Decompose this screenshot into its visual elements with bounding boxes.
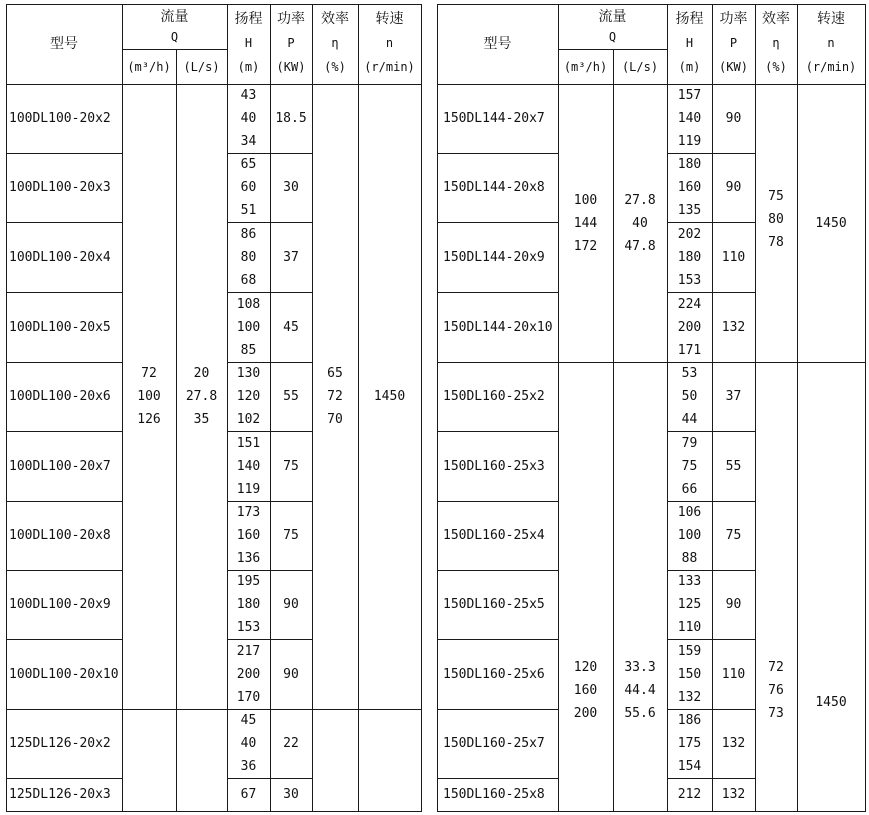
- header-head-symbol: H: [685, 36, 694, 50]
- model-cell: 125DL126-20x3: [9, 787, 111, 802]
- grid-line: [437, 778, 559, 779]
- model-cell: 150DL160-25x2: [443, 389, 545, 404]
- head-value: 140: [236, 458, 261, 474]
- grid-line: [613, 49, 614, 812]
- head-value: 75: [681, 458, 698, 474]
- head-value: 119: [236, 481, 261, 497]
- header-flow: 流量: [160, 9, 189, 25]
- head-value: 186: [677, 713, 702, 728]
- head-value: 202: [677, 226, 702, 242]
- grid-line: [122, 49, 228, 50]
- header-power-symbol: P: [729, 36, 738, 50]
- grid-line: [667, 4, 668, 812]
- grid-line: [437, 4, 438, 812]
- efficiency-value: 75: [768, 188, 784, 204]
- model-cell: 100DL100-20x5: [9, 319, 111, 335]
- model-cell: 150DL160-25x5: [443, 597, 545, 612]
- header-flow-symbol: Q: [170, 30, 179, 44]
- grid-line: [667, 362, 756, 363]
- grid-line: [437, 431, 559, 432]
- flow-m3h-value: 126: [137, 412, 161, 427]
- model-cell: 150DL160-25x6: [443, 666, 545, 682]
- head-value: 102: [236, 412, 261, 427]
- model-cell: 100DL100-20x3: [9, 180, 111, 195]
- head-value: 100: [236, 319, 261, 335]
- grid-line: [122, 709, 228, 710]
- power-value: 132: [721, 787, 746, 802]
- header-model: 型号: [50, 36, 78, 52]
- head-value: 53: [681, 366, 698, 381]
- model-cell: 150DL144-20x9: [443, 249, 545, 265]
- model-cell: 125DL126-20x2: [9, 736, 111, 751]
- grid-line: [437, 153, 559, 154]
- grid-line: [755, 362, 866, 363]
- head-value: 88: [681, 551, 698, 566]
- head-value: 51: [240, 203, 257, 218]
- power-value: 90: [725, 111, 742, 126]
- grid-line: [312, 4, 313, 812]
- power-value: 110: [721, 249, 746, 265]
- header-power-unit: (KW): [719, 60, 748, 74]
- head-value: 86: [240, 226, 257, 242]
- power-value: 75: [283, 528, 299, 543]
- flow-m3h-value: 72: [141, 366, 157, 381]
- header-speed-symbol: n: [827, 36, 835, 50]
- model-cell: 150DL144-20x10: [443, 319, 553, 335]
- model-cell: 150DL144-20x7: [443, 111, 545, 126]
- head-value: 224: [677, 296, 702, 312]
- header-model: 型号: [483, 36, 512, 52]
- head-value: 110: [677, 620, 702, 635]
- flow-ls-value: 40: [632, 215, 648, 231]
- grid-line: [6, 570, 123, 571]
- header-speed: 转速: [375, 11, 404, 27]
- grid-line: [6, 778, 123, 779]
- grid-line: [558, 4, 559, 812]
- head-value: 50: [681, 389, 698, 404]
- power-value: 22: [283, 736, 299, 751]
- head-value: 171: [677, 342, 702, 358]
- grid-line: [6, 4, 7, 812]
- header-speed: 转速: [817, 11, 845, 27]
- power-value: 75: [725, 528, 742, 543]
- head-value: 106: [677, 505, 702, 520]
- grid-line: [6, 84, 422, 85]
- speed-value: 1450: [815, 215, 847, 231]
- grid-line: [437, 84, 866, 85]
- power-value: 55: [283, 389, 299, 404]
- header-power-unit: (KW): [276, 60, 306, 74]
- header-head-symbol: H: [244, 36, 253, 50]
- grid-line: [6, 501, 123, 502]
- grid-line: [312, 709, 422, 710]
- grid-line: [755, 4, 756, 812]
- power-value: 90: [283, 666, 299, 682]
- head-value: 170: [236, 689, 261, 705]
- grid-line: [358, 4, 359, 812]
- flow-m3h-value: 100: [137, 389, 161, 404]
- head-value: 180: [677, 249, 702, 265]
- header-flow-unit-m3h: (m³/h): [563, 60, 608, 74]
- head-value: 66: [681, 481, 698, 497]
- grid-line: [6, 222, 123, 223]
- efficiency-value: 73: [768, 705, 784, 721]
- head-value: 67: [240, 787, 257, 802]
- head-value: 43: [240, 88, 257, 103]
- head-value: 135: [677, 203, 702, 218]
- flow-m3h-value: 172: [573, 238, 598, 254]
- header-power: 功率: [277, 11, 305, 27]
- head-value: 154: [677, 759, 702, 774]
- head-value: 217: [236, 643, 261, 659]
- flow-ls-value: 27.8: [185, 389, 218, 404]
- head-value: 45: [240, 713, 257, 728]
- head-value: 79: [681, 435, 698, 451]
- header-power-symbol: P: [287, 36, 295, 50]
- header-power: 功率: [719, 11, 748, 27]
- efficiency-value: 72: [327, 389, 343, 404]
- head-value: 68: [240, 272, 257, 288]
- head-value: 120: [236, 389, 261, 404]
- header-efficiency-symbol: η: [331, 36, 339, 50]
- head-value: 153: [677, 272, 702, 288]
- grid-line: [6, 639, 123, 640]
- grid-line: [227, 778, 313, 779]
- grid-line: [176, 49, 177, 812]
- header-flow: 流量: [598, 9, 627, 25]
- grid-line: [6, 4, 422, 5]
- grid-line: [6, 709, 123, 710]
- power-value: 30: [283, 180, 299, 195]
- head-value: 200: [677, 319, 702, 335]
- head-value: 180: [677, 157, 702, 172]
- header-efficiency-unit: (%): [765, 60, 787, 74]
- head-value: 130: [236, 366, 261, 381]
- header-flow-symbol: Q: [608, 30, 617, 44]
- power-value: 30: [283, 787, 299, 802]
- model-cell: 100DL100-20x8: [9, 528, 111, 543]
- grid-line: [865, 4, 866, 812]
- head-value: 80: [240, 249, 257, 265]
- head-value: 132: [677, 689, 702, 705]
- grid-line: [270, 4, 271, 812]
- head-value: 136: [236, 551, 261, 566]
- head-value: 36: [240, 759, 257, 774]
- head-value: 125: [677, 597, 702, 612]
- model-cell: 150DL160-25x4: [443, 528, 545, 543]
- header-flow-unit-ls: (L/s): [183, 60, 220, 74]
- head-value: 212: [677, 787, 702, 802]
- head-value: 40: [240, 111, 257, 126]
- grid-line: [6, 292, 123, 293]
- power-value: 18.5: [275, 111, 307, 126]
- header-efficiency: 效率: [321, 11, 349, 27]
- power-value: 90: [725, 180, 742, 195]
- header-efficiency-unit: (%): [324, 60, 346, 74]
- grid-line: [437, 811, 866, 812]
- head-value: 173: [236, 505, 261, 520]
- grid-line: [437, 570, 559, 571]
- flow-ls-value: 33.3: [624, 659, 656, 675]
- head-value: 108: [236, 296, 261, 312]
- header-head: 扬程: [234, 11, 263, 27]
- speed-value: 1450: [373, 389, 406, 404]
- flow-m3h-value: 144: [573, 215, 598, 231]
- grid-line: [437, 4, 866, 5]
- flow-m3h-value: 200: [573, 705, 598, 721]
- model-cell: 150DL160-25x7: [443, 736, 545, 751]
- head-value: 180: [236, 597, 261, 612]
- flow-ls-value: 47.8: [624, 238, 656, 254]
- head-value: 140: [677, 111, 702, 126]
- head-value: 200: [236, 666, 261, 682]
- grid-line: [797, 4, 798, 812]
- grid-line: [437, 362, 559, 363]
- head-value: 157: [677, 88, 702, 103]
- grid-line: [6, 431, 123, 432]
- header-speed-unit: (r/min): [805, 60, 857, 74]
- grid-line: [667, 431, 756, 432]
- power-value: 45: [283, 319, 299, 335]
- grid-line: [437, 501, 559, 502]
- head-value: 153: [236, 620, 261, 635]
- speed-value: 1450: [815, 694, 847, 710]
- model-cell: 100DL100-20x9: [9, 597, 111, 612]
- head-value: 160: [236, 528, 261, 543]
- grid-line: [558, 362, 668, 363]
- head-value: 100: [677, 528, 702, 543]
- grid-line: [437, 292, 559, 293]
- flow-ls-value: 44.4: [624, 682, 656, 698]
- model-cell: 150DL144-20x8: [443, 180, 545, 195]
- head-value: 40: [240, 736, 257, 751]
- grid-line: [437, 639, 559, 640]
- header-efficiency-symbol: η: [772, 36, 780, 50]
- model-cell: 100DL100-20x7: [9, 458, 111, 474]
- grid-line: [122, 4, 123, 812]
- header-head: 扬程: [675, 11, 704, 27]
- efficiency-value: 78: [768, 234, 784, 250]
- power-value: 132: [721, 319, 746, 335]
- efficiency-value: 72: [768, 659, 784, 675]
- head-value: 65: [240, 157, 257, 172]
- power-value: 55: [725, 458, 742, 474]
- model-cell: 150DL160-25x3: [443, 458, 545, 474]
- header-speed-symbol: n: [385, 36, 394, 50]
- head-value: 119: [677, 134, 702, 149]
- head-value: 85: [240, 342, 257, 358]
- efficiency-value: 80: [768, 211, 784, 227]
- header-speed-unit: (r/min): [364, 60, 415, 74]
- flow-m3h-value: 160: [573, 682, 598, 698]
- flow-ls-value: 27.8: [624, 192, 656, 208]
- power-value: 75: [283, 458, 299, 474]
- grid-line: [437, 709, 559, 710]
- grid-line: [667, 778, 756, 779]
- header-efficiency: 效率: [762, 11, 790, 27]
- grid-line: [712, 4, 713, 812]
- flow-ls-value: 55.6: [624, 705, 656, 721]
- head-value: 34: [240, 134, 257, 149]
- grid-line: [227, 4, 228, 812]
- power-value: 37: [725, 389, 742, 404]
- head-value: 150: [677, 666, 702, 682]
- head-value: 175: [677, 736, 702, 751]
- flow-ls-value: 35: [193, 412, 210, 427]
- header-head-unit: (m): [237, 60, 260, 74]
- flow-ls-value: 20: [193, 366, 210, 381]
- grid-line: [6, 362, 123, 363]
- head-value: 195: [236, 574, 261, 589]
- power-value: 90: [725, 597, 742, 612]
- flow-m3h-value: 100: [573, 192, 598, 208]
- model-cell: 150DL160-25x8: [443, 787, 545, 802]
- head-value: 133: [677, 574, 702, 589]
- model-cell: 100DL100-20x4: [9, 249, 111, 265]
- power-value: 132: [721, 736, 746, 751]
- power-value: 90: [283, 597, 299, 612]
- grid-line: [6, 153, 123, 154]
- head-value: 44: [681, 412, 698, 427]
- model-cell: 100DL100-20x2: [9, 111, 111, 126]
- efficiency-value: 76: [768, 682, 784, 698]
- grid-line: [421, 4, 422, 812]
- efficiency-value: 65: [327, 366, 343, 381]
- head-value: 151: [236, 435, 261, 451]
- power-value: 110: [721, 666, 746, 682]
- flow-m3h-value: 120: [573, 659, 598, 675]
- header-flow-unit-m3h: (m³/h): [127, 60, 171, 74]
- model-cell: 100DL100-20x10: [9, 666, 119, 682]
- model-cell: 100DL100-20x6: [9, 389, 111, 404]
- head-value: 60: [240, 180, 257, 195]
- efficiency-value: 70: [327, 412, 343, 427]
- header-flow-unit-ls: (L/s): [621, 60, 659, 74]
- header-head-unit: (m): [678, 60, 701, 74]
- power-value: 37: [283, 249, 299, 265]
- grid-line: [6, 811, 422, 812]
- head-value: 159: [677, 643, 702, 659]
- head-value: 160: [677, 180, 702, 195]
- grid-line: [437, 222, 559, 223]
